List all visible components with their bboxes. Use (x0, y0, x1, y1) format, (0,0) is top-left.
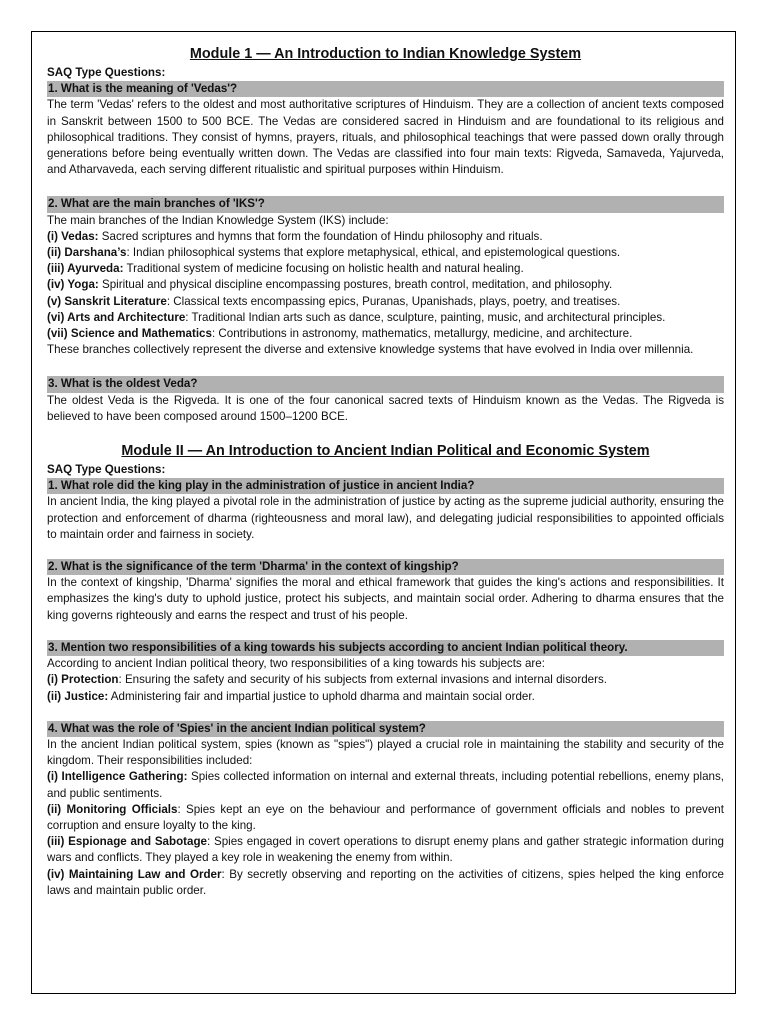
module-2-saq-heading: SAQ Type Questions: (47, 463, 166, 477)
m2-answer-3-intro: According to ancient Indian political theory, two responsibilities of a king towards his subjects are: (47, 657, 545, 671)
module-1-saq-heading: SAQ Type Questions: (47, 66, 166, 79)
m1-answer-2-closing: These branches collectively represent the diverse and extensive knowledge systems that have evolved in India over millennia. (47, 343, 694, 357)
list-item: (iv) Maintaining Law and Order: By secretly observing and reporting on the activities of citizens, spies helped the king enforce laws and maintain public order. (47, 867, 724, 897)
m1-question-3: 3. What is the oldest Veda? (47, 376, 724, 392)
list-item: (iii) Espionage and Sabotage: Spies engaged in covert operations to disrupt enemy plans and gather strategic information during wars and conflicts. They played a key role in weakening the enemy from within. (47, 835, 724, 865)
list-item: (iv) Yoga: Spiritual and physical discipline encompassing postures, breath control, meditation, and philosophy. (47, 278, 613, 292)
list-item: (v) Sanskrit Literature: Classical texts encompassing epics, Puranas, Upanishads, plays, poetry, and treatises. (47, 294, 621, 308)
list-item: (iii) Ayurveda: Traditional system of medicine focusing on holistic health and natural healing. (47, 262, 524, 276)
m2-question-2: 2. What is the significance of the term 'Dharma' in the context of kingship? (47, 559, 724, 575)
m2-question-1: 1. What role did the king play in the administration of justice in ancient India? (47, 478, 724, 494)
m1-answer-3: The oldest Veda is the Rigveda. It is one of the four canonical sacred texts of Hinduism known as the Vedas. The Rigveda is believed to have been composed around 1500–1200 BCE. (47, 393, 724, 423)
list-item: (ii) Monitoring Officials: Spies kept an eye on the behaviour and performance of government officials and nobles to prevent corruption and ensure loyalty to the king. (47, 802, 724, 832)
module-2-title: Module II — An Introduction to Ancient Indian Political and Economic System (121, 443, 650, 460)
list-item: (i) Protection: Ensuring the safety and security of his subjects from external invasions and internal disorders. (47, 673, 607, 687)
m2-answer-2: In the context of kingship, 'Dharma' signifies the moral and ethical framework that guides the king's actions and responsibilities. It emphasizes the king's duty to uphold justice, protect his subjects, and maintain social order. Adhering to dharma ensures that the king governs righteously and earns the respect and trust of his people. (47, 576, 724, 622)
m2-answer-4-intro: In the ancient Indian political system, spies (known as "spies") played a crucial role in maintaining the stability and security of the kingdom. Their responsibilities included: (47, 737, 724, 768)
document-content (47, 44, 724, 899)
module-1-title: Module 1 — An Introduction to Indian Knowledge System (189, 46, 582, 62)
list-item: (i) Vedas: Sacred scriptures and hymns that form the foundation of Hindu philosophy and rituals. (47, 229, 543, 243)
m1-answer-2-intro: The main branches of the Indian Knowledge System (IKS) include: (47, 213, 389, 227)
m1-question-1: 1. What is the meaning of 'Vedas'? (47, 81, 724, 97)
m1-question-2: 2. What are the main branches of 'IKS'? (47, 196, 724, 212)
list-item: (ii) Darshana’s: Indian philosophical systems that explore metaphysical, ethical, and epistemological questions. (47, 246, 621, 260)
document-page (31, 31, 736, 994)
list-item: (vii) Science and Mathematics: Contributions in astronomy, mathematics, metallurgy, medicine, and architecture. (47, 327, 633, 341)
m2-question-4: 4. What was the role of 'Spies' in the ancient Indian political system? (47, 721, 724, 737)
list-item: (i) Intelligence Gathering: Spies collected information on internal and external threats, including potential rebellions, enemy plans, and public sentiments. (47, 770, 724, 800)
m2-question-3: 3. Mention two responsibilities of a king towards his subjects according to ancient Indian political theory. (47, 640, 724, 656)
list-item: (vi) Arts and Architecture: Traditional Indian arts such as dance, sculpture, painting, music, and architectural principles. (47, 310, 666, 324)
m2-answer-1: In ancient India, the king played a pivotal role in the administration of justice by acting as the supreme judicial authority, ensuring the protection and enforcement of dharma (righteousness and moral law), and delegating judicial responsibilities to appointed officials to maintain order and fairness in society. (47, 495, 724, 541)
m1-answer-1: The term 'Vedas' refers to the oldest and most authoritative scriptures of Hinduism. They are a collection of ancient texts composed in Sanskrit between 1500 to 500 BCE. The Vedas are considered sacred in Hinduism and are foundational to its religious and philosophical traditions. They consist of hymns, prayers, rituals, and philosophical teachings that were passed down orally through generations before being eventually written down. The Vedas are classified into four main texts: Rigveda, Samaveda, Yajurveda, and Atharvaveda, each serving different ritualistic and spiritual purposes within Hinduism. (47, 98, 724, 177)
list-item: (ii) Justice: Administering fair and impartial justice to uphold dharma and maintain social order. (47, 689, 535, 703)
